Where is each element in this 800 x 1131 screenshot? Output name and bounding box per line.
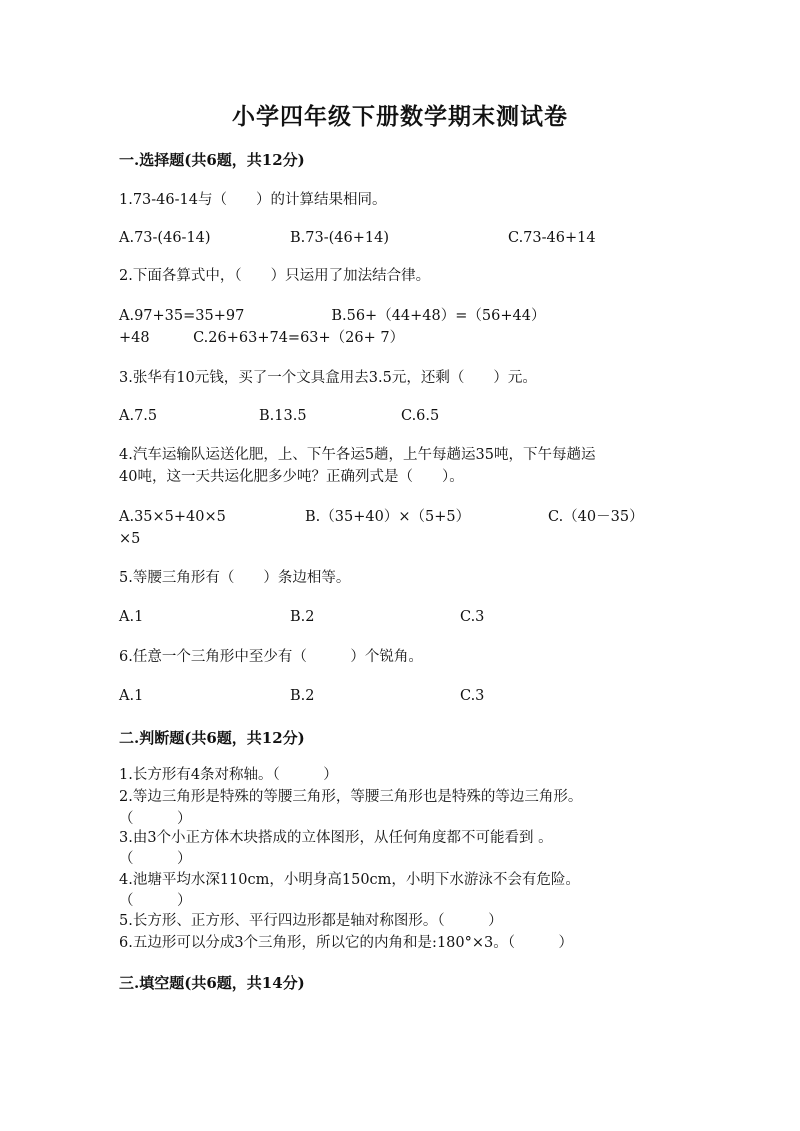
question-4-stem-line2: 40吨，这一天共运化肥多少吨？正确列式是（ ）。 (119, 469, 464, 485)
judgement-line: 6.五边形可以分成3个三角形，所以它的内角和是:180°×3。（ ） (119, 935, 573, 951)
question-1-stem: 1.73-46-14与（ ）的计算结果相同。 (119, 192, 387, 208)
question-4-option-c: C.（40－35） (548, 509, 644, 525)
section-heading-choice: 一.选择题(共6题，共12分) (119, 151, 305, 169)
question-5-option-a: A.1 (119, 609, 144, 625)
question-3-option-b: B.13.5 (259, 408, 307, 424)
judgement-line: （ ） (119, 893, 192, 909)
question-4-option-b: B.（35+40）×（5+5） (305, 509, 471, 525)
question-4-option-c-continued: ×5 (119, 531, 141, 547)
question-6-option-b: B.2 (290, 688, 315, 704)
judgement-line: 4.池塘平均水深110cm，小明身高150cm，小明下水游泳不会有危险。 (119, 872, 580, 888)
judgement-line: 2.等边三角形是特殊的等腰三角形，等腰三角形也是特殊的等边三角形。 (119, 789, 583, 805)
question-1-option-b: B.73-(46+14) (290, 230, 389, 246)
question-5-option-c: C.3 (460, 609, 485, 625)
judgement-line: 5.长方形、正方形、平行四边形都是轴对称图形。（ ） (119, 913, 503, 929)
question-6-option-c: C.3 (460, 688, 485, 704)
question-4-option-a: A.35×5+40×5 (119, 509, 226, 525)
judgement-line: 3.由3个小正方体木块搭成的立体图形，从任何角度都不可能看到 。 (119, 830, 553, 846)
question-6-option-a: A.1 (119, 688, 144, 704)
judgement-line: （ ） (119, 851, 192, 867)
judgement-line: 1.长方形有4条对称轴。（ ） (119, 767, 338, 783)
question-3-option-c: C.6.5 (401, 408, 440, 424)
question-2-stem: 2.下面各算式中，（ ）只运用了加法结合律。 (119, 268, 431, 284)
question-6-stem: 6.任意一个三角形中至少有（ ）个锐角。 (119, 649, 423, 665)
question-2-options-line1: A.97+35=35+97 B.56+（44+48）=（56+44） (119, 308, 546, 324)
question-3-stem: 3.张华有10元钱，买了一个文具盒用去3.5元，还剩（ ）元。 (119, 370, 537, 386)
judgement-line: （ ） (119, 811, 192, 827)
question-5-option-b: B.2 (290, 609, 315, 625)
question-4-stem-line1: 4.汽车运输队运送化肥，上、下午各运5趟，上午每趟运35吨，下午每趟运 (119, 447, 596, 463)
section-heading-judgement: 二.判断题(共6题，共12分) (119, 729, 305, 747)
question-1-option-c: C.73-46+14 (508, 230, 596, 246)
question-3-option-a: A.7.5 (119, 408, 158, 424)
question-1-option-a: A.73-(46-14) (119, 230, 211, 246)
section-heading-fill-in: 三.填空题(共6题，共14分) (119, 974, 305, 992)
question-2-options-line2: +48 C.26+63+74=63+（26+ 7） (119, 330, 405, 346)
question-5-stem: 5.等腰三角形有（ ）条边相等。 (119, 570, 351, 586)
page-title: 小学四年级下册数学期末测试卷 (232, 103, 568, 130)
